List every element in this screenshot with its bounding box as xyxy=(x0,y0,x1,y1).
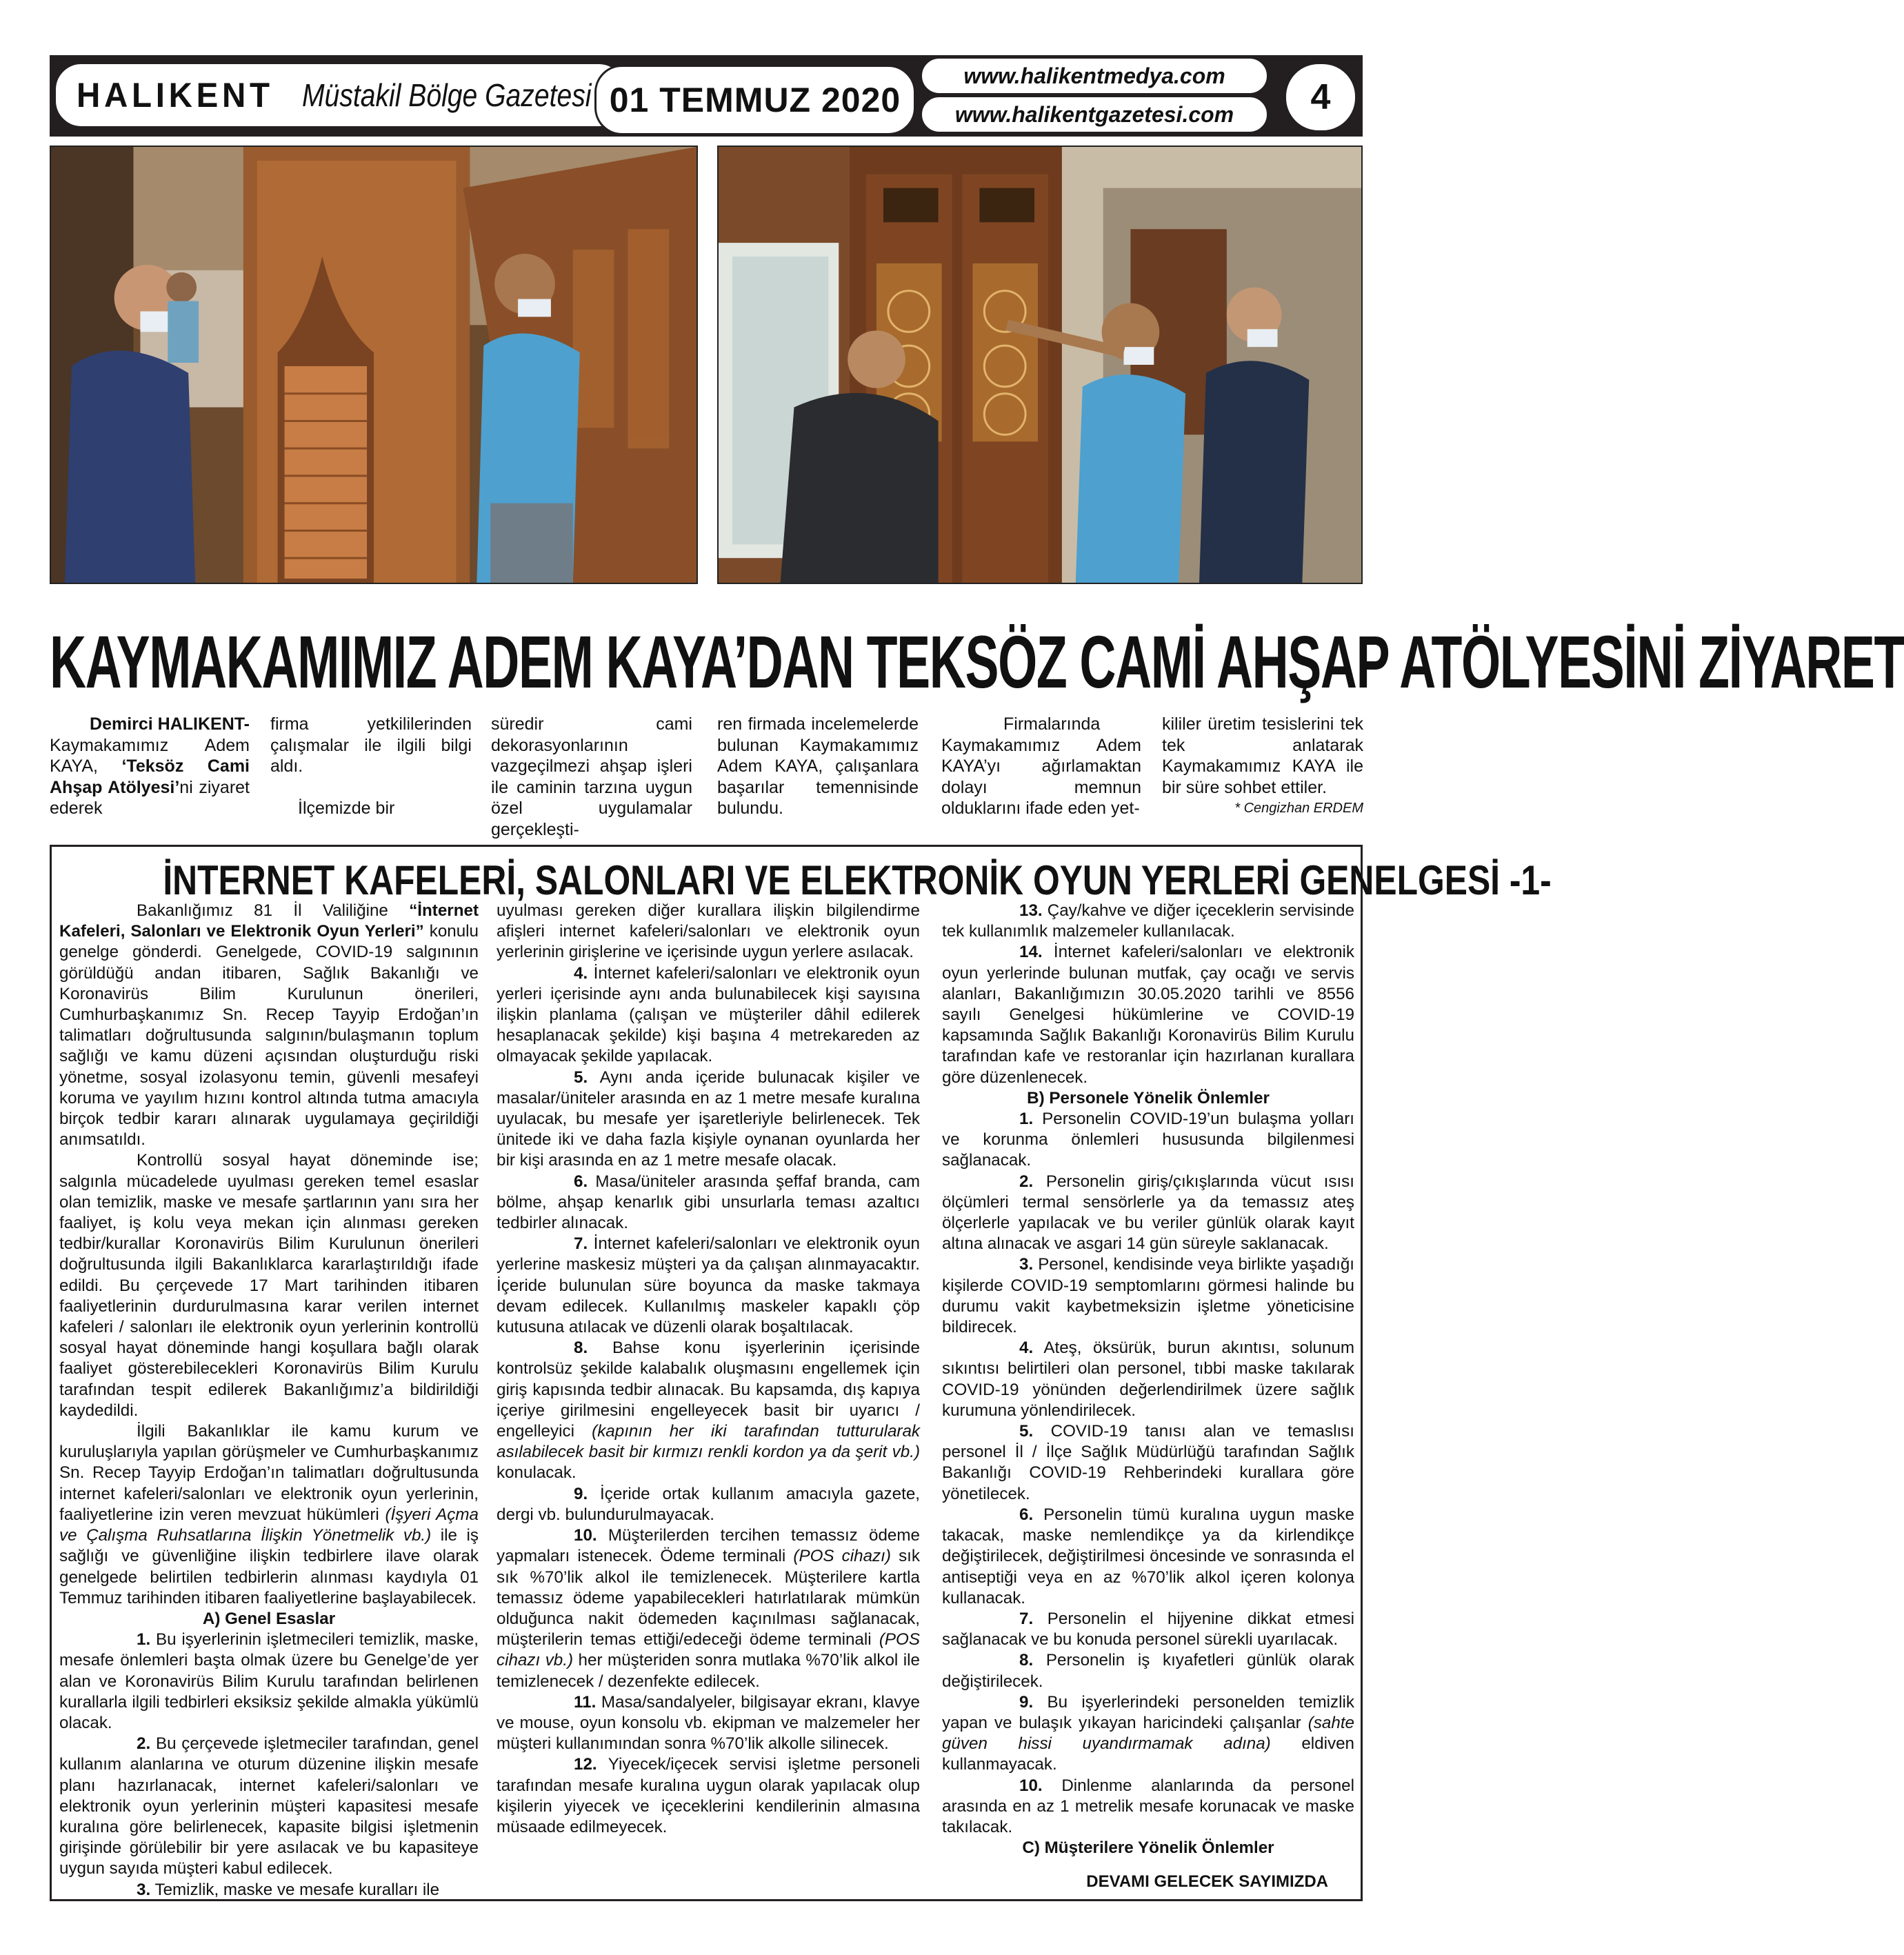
paragraph-n: 13. xyxy=(1019,901,1043,920)
paragraph xyxy=(942,1650,1354,1692)
dateline: Demirci HALIKENT- xyxy=(90,714,250,734)
paragraph-t2: ile iş sağlığı ve güvenliğine ilişkin tedbirlere ilave olarak genelgede belirtilen tedbirlerin alınması kaydıyla 01 Temmuz tarihinden itibaren faaliyetlerine başlayabilecek. xyxy=(59,1526,479,1607)
paragraph-t: İnternet kafeleri/salonları ve elektronik oyun yerleri içerisinde aynı anda bulunabilecek kişi sayısına ilişkin planlama (çalışan ve müşteriler dâhil edilerek hesaplanacak şekilde) kişi başına 4 metrekareden az olmayacak şekilde yapılacak. xyxy=(497,963,920,1066)
paragraph-n: 3. xyxy=(1019,1255,1034,1274)
paragraph xyxy=(497,901,920,963)
article1-col4 xyxy=(717,714,919,819)
paragraph-t: Personelin iş kıyafetleri günlük olarak değiştirilecek. xyxy=(942,1651,1354,1691)
paragraph-n: 2. xyxy=(1019,1172,1034,1191)
col3-text: süredir cami dekorasyonlarının vazgeçilmezi ahşap işleri ile caminin tarzına uygun özel uygulamalar gerçekleşti- xyxy=(491,714,692,839)
paragraph xyxy=(497,1172,920,1234)
paragraph xyxy=(59,1880,479,1901)
circular-col3 xyxy=(942,901,1354,1858)
masthead xyxy=(50,55,1363,137)
paragraph-n: 2. xyxy=(137,1734,151,1754)
photo-minbar-visit xyxy=(50,146,698,584)
paragraph xyxy=(497,1754,920,1838)
paragraph xyxy=(942,1172,1354,1255)
paragraph-n: 4. xyxy=(1019,1339,1034,1358)
paragraph-n: 6. xyxy=(574,1172,588,1191)
paragraph xyxy=(497,1484,920,1525)
paragraph-t: Ateş, öksürük, burun akıntısı, solunum sıkıntısı belirtileri olan personel, tıbbi maske takılarak COVID-19 yönünden değerlendirilmek üzere sağlık kurumuna yönlendirilecek. xyxy=(942,1339,1354,1420)
paragraph-i: (POS cihazı) xyxy=(793,1547,891,1566)
paragraph-t2: konulacak. xyxy=(497,1463,577,1483)
paragraph-i: (kapının her iki tarafından tutturularak asılabilecek basit bir kırmızı renkli kordon ya da şerit vb.) xyxy=(497,1422,921,1462)
paragraph xyxy=(497,1067,920,1172)
paragraph-n: 10. xyxy=(574,1526,597,1545)
paragraph-i: (İşyeri Açma ve Çalışma Ruhsatlarına İlişkin Yönetmelik vb.) xyxy=(59,1505,479,1545)
headline xyxy=(50,620,1904,703)
paragraph-n: 7. xyxy=(1019,1609,1034,1628)
paragraph xyxy=(497,1234,920,1338)
col5-text: Firmalarında Kaymakamımız Adem KAYA’yı ağırlamaktan dolayı memnun olduklarını ifade eden yet- xyxy=(941,714,1141,818)
paragraph-n: 5. xyxy=(1019,1422,1034,1441)
paragraph-t: Personel, kendisinde veya birlikte yaşadığı kişilerde COVID-19 semptomlarını görmesi halinde bu durumu vakit kaybetmeksizin işletme yöneticisine bildirecek. xyxy=(942,1255,1354,1337)
circular-col1 xyxy=(59,901,479,1901)
paragraph-t: Bu işyerlerinin işletmecileri temizlik, maske, mesafe önlemleri başta olmak üzere bu Genelge’de yer alan ve Koronavirüs Bilim Kurulu tarafından belirlenen kurallarla ilgili tedbirleri eksiksiz şekilde almakla yükümlü olacak. xyxy=(59,1630,479,1732)
paragraph xyxy=(497,1338,920,1483)
website-link-1[interactable]: www.halikentmedya.com xyxy=(920,57,1269,95)
circular-title: İNTERNET KAFELERİ, SALONLARI VE ELEKTRONİK OYUN YERLERİ GENELGESİ -1- xyxy=(163,857,1552,903)
paragraph-t: Personelin el hijyenine dikkat etmesi sağlanacak ve bu konuda personel sürekli uyarılacak. xyxy=(942,1609,1354,1650)
paragraph-n: 3. xyxy=(137,1880,151,1899)
paragraph-n: 7. xyxy=(574,1234,588,1254)
circular-col2 xyxy=(497,901,920,1838)
section-heading: C) Müşterilere Yönelik Önlemler xyxy=(1022,1838,1274,1858)
paragraph xyxy=(942,942,1354,1087)
paragraph-t: Bu işyerlerindeki personelden temizlik yapan ve bulaşık yıkayan haricindeki çalışanlar xyxy=(942,1692,1354,1732)
paragraph-i2: (POS cihazı vb.) xyxy=(497,1630,920,1670)
article1-col1-text xyxy=(50,735,250,819)
col2-text: firma yetkililerinden çalışmalar ile ilgili bilgi aldı. xyxy=(270,714,472,776)
paragraph xyxy=(942,1109,1354,1172)
paragraph-t: Yiyecek/içecek servisi işletme personeli tarafından mesafe kuralına uygun olarak yapılacak olup kişilerin yiyecek ve içeceklerini kendilerinin almasına müsaade edilmeyecek. xyxy=(497,1755,920,1836)
paragraph xyxy=(59,1734,479,1879)
photo-door-inspection xyxy=(717,146,1363,584)
paragraph xyxy=(942,1692,1354,1776)
paragraph-t2: eldiven kullanmayacak. xyxy=(942,1734,1354,1774)
paragraph-n: 9. xyxy=(1019,1692,1034,1712)
brand-name: HALIKENT xyxy=(77,76,274,114)
paragraph xyxy=(942,1421,1354,1505)
section-heading: A) Genel Esaslar xyxy=(202,1609,336,1628)
headline-text: KAYMAKAMIMIZ ADEM KAYA’DAN TEKSÖZ CAMİ AHŞAP ATÖLYESİNİ ZİYARET xyxy=(50,620,1904,703)
paragraph xyxy=(942,1338,1354,1421)
paragraph-t: Aynı anda içeride bulunacak kişiler ve masalar/üniteler arasında en az 1 metre mesafe kuralına uyulacak, bu mesafe yer işaretleriyle belirlenecek. Tek ünitede iki ve daha fazla kişiyle oynanan oyunlarda her bir kişi arasında en az 1 metre mesafe olacak. xyxy=(497,1067,920,1170)
byline: * Cengizhan ERDEM xyxy=(1234,801,1363,816)
paragraph-t: İnternet kafeleri/salonları ve elektronik oyun yerlerine maskesiz müşteri ya da çalışan alınmayacaktır. İçeride bulunulan süre boyunca da maske takmaya devam edilecek. Kullanılmış maskeler kapaklı çöp kutusuna atılacak ve düzenli olarak boşaltılacak. xyxy=(497,1234,920,1337)
issue-date: 01 TEMMUZ 2020 xyxy=(594,65,916,135)
website-link-2[interactable]: www.halikentgazetesi.com xyxy=(920,95,1269,134)
col6-text: kililer üretim tesislerini tek tek anlatarak Kaymakamımız KAYA ile bir süre sohbet ettiler. xyxy=(1162,714,1363,797)
paragraph-t: İlgili Bakanlıklar ile kamu kurum ve kuruluşlarıyla yapılan görüşmeler ve Cumhurbaşkanımız Sn. Recep Tayyip Erdoğan’ın talimatları doğrultusunda internet kafeleri/salonları ve elektronik oyun yerlerinin, faaliyetlerine izin veren mevzuat hükümleri xyxy=(59,1422,479,1524)
paragraph-t: İnternet kafeleri/salonları ve elektronik oyun yerlerinde bulunan mutfak, çay ocağı ve servis alanları, Bakanlığımızın 30.05.2020 tarihli ve 8556 sayılı Genelgesi hükümlerine ve COVID-19 kapsamında Sağlık Bakanlığı Koronavirüs Bilim Kurulu tarafından kafe ve restoranlar için hazırlanan kurallara göre düzenlenecek. xyxy=(942,943,1354,1087)
paragraph xyxy=(59,1150,479,1421)
paragraph xyxy=(942,1254,1354,1338)
paragraph-n: 5. xyxy=(574,1067,588,1087)
paragraph-t: Masa/sandalyeler, bilgisayar ekranı, klavye ve mouse, oyun konsolu vb. ekipman ve malzemeler her müşteri kullanımından sonra %70’lik alkolle silinecek. xyxy=(497,1692,920,1754)
paragraph-t: Çay/kahve ve diğer içeceklerin servisinde tek kullanımlık malzemeler kullanılacak. xyxy=(942,901,1354,941)
page-number: 4 xyxy=(1284,62,1357,132)
paragraph xyxy=(942,1609,1354,1650)
paragraph-t: Bu çerçevede işletmeciler tarafından, genel kullanım alanlarına ve oturum düzenine ilişkin mesafe planı hazırlanacak, internet kafeleri/salonları ve elektronik oyun yerlerinin müşteri kapasitesi mesafe kuralına göre belirlenecek, kapasite bilgisi işletmenin girişinde görülebilir bir yere asılacak ve bu kapasiteye uygun sayıda müşteri kabul edilecek. xyxy=(59,1734,479,1878)
paragraph-t: Dinlenme alanlarında da personel arasında en az 1 metrelik mesafe korunacak ve maske takılacak. xyxy=(942,1776,1354,1836)
col2b-text: İlçemizde bir xyxy=(298,798,395,818)
paragraph-n: 4. xyxy=(574,963,588,983)
paragraph xyxy=(59,1421,479,1609)
paragraph-n: 1. xyxy=(1019,1110,1034,1129)
paragraph-t2: sık sık %70’lik alkol ile temizlenecek. Müşterilere kartla temassız ödeme yapabilecekleri hatırlatılarak mümkün olduğunca nakit ödemeden kaçınılması sağlanacak, müşterilerin temas ettiği/edeceği ödeme terminali xyxy=(497,1547,920,1650)
paragraph-n: 12. xyxy=(574,1755,597,1774)
paragraph-n: 1. xyxy=(137,1630,151,1650)
col4-text: ren firmada incelemelerde bulunan Kaymakamımız Adem KAYA, çalışanlara başarılar temennisinde bulundu. xyxy=(717,714,919,818)
paragraph xyxy=(497,963,920,1067)
paragraph-t: Temizlik, maske ve mesafe kuralları ile xyxy=(150,1880,440,1899)
masthead-brand xyxy=(54,62,626,128)
paragraph xyxy=(497,1692,920,1755)
paragraph-i: (sahte güven hissi uyandırmamak adına) xyxy=(942,1713,1354,1754)
paragraph-t: Personelin COVID-19’un bulaşma yolları ve korunma önlemleri hususunda bilgilenmesi sağlanacak. xyxy=(942,1110,1354,1170)
paragraph xyxy=(942,1505,1354,1609)
article1-col6 xyxy=(1162,714,1363,819)
paragraph-t: Müşterilerden tercihen temassız ödeme yapmaları istenecek. Ödeme terminali xyxy=(497,1526,920,1566)
paragraph-b: “İnternet Kafeleri, Salonları ve Elektronik Oyun Yerleri” xyxy=(59,901,479,941)
paragraph xyxy=(942,1776,1354,1838)
paragraph-t: Bakanlığımız 81 İl Valiliğine xyxy=(137,901,410,920)
article1-col5 xyxy=(941,714,1141,819)
paragraph-t: Kontrollü sosyal hayat döneminde ise; salgınla mücadelede uyulması gereken temel esaslar olan temizlik, maske ve mesafe şartlarının yanı sıra her faaliyet, iş kolu veya mekan için alınması gereken tedbir/kurallar Koronavirüs Bilim Kurulunun önerileri doğrultusunda ilgili Bakanlıklarca kararlaştırıldığı ifade edildi. Bu çerçevede 17 Mart tarihinden itibaren faaliyetlerinin durdurulmasına karar verilen internet kafeleri / salonları ile elektronik oyun yerlerinin kontrollü sosyal hayat döneminde hangi koşullara bağlı olarak faaliyet gösterebilecekleri Koronavirüs Bilim Kurulu tarafından tespit edilerek Bakanlığımız’a bildirildiği kaydedildi. xyxy=(59,1151,479,1420)
paragraph-n: 9. xyxy=(574,1484,588,1503)
paragraph-n: 14. xyxy=(1019,943,1043,962)
paragraph-n: 8. xyxy=(1019,1651,1034,1670)
paragraph-t: COVID-19 tanısı alan ve temaslısı personel İl / İlçe Sağlık Müdürlüğü tarafından Sağlık Bakanlığı COVID-19 Rehberindeki kurallara göre yönetilecek. xyxy=(942,1422,1354,1503)
col1-bold: ‘Teksöz Cami Ahşap Atölyesi’ xyxy=(50,756,250,797)
paragraph-t3: her müşteriden sonra mutlaka %70’lik alkol ile temizlenecek / dezenfekte edilecek. xyxy=(497,1651,920,1691)
brand-tagline: Müstakil Bölge Gazetesi xyxy=(301,77,592,113)
continued-notice: DEVAMI GELECEK SAYIMIZDA xyxy=(1086,1872,1328,1891)
paragraph-t2: konulu genelge gönderdi. Genelgede, COVID-19 salgınının görüldüğü andan itibaren, Sağlık Bakanlığı ve Koronavirüs Bilim Kurulunun önerileri, Cumhurbaşkanımız Sn. Recep Tayyip Erdoğan’ın talimatları doğrultusunda salgının/bulaşmanın toplum sağlığı ve kamu düzeni açısından oluşturduğu riski yönetme, sosyal izolasyonu temin, güvenli mesafeyi koruma ve yayılım hızını kontrol altında tutma amacıyla birçok tedbir kararı alınarak uygulamaya geçirildiği anımsatıldı. xyxy=(59,922,479,1150)
paragraph xyxy=(59,901,479,1150)
paragraph-t: Bahse konu işyerlerinin içerisinde kontrolsüz şekilde kalabalık oluşmasını engellemek için giriş kapısında tedbir alınacak. Bu kapsamda, dış kapıya içeriye girilmesini engelleyecek basit bir uyarıcı / engelleyici xyxy=(497,1339,920,1441)
article1-col1 xyxy=(50,714,250,819)
paragraph-t: Masa/üniteler arasında şeffaf branda, cam bölme, ahşap kenarlık gibi unsurlarla teması azaltıcı tedbirler alınacak. xyxy=(497,1172,920,1233)
article1-col3 xyxy=(491,714,692,840)
paragraph xyxy=(942,901,1354,942)
col1-text: Kaymakamımız Adem KAYA, xyxy=(50,735,250,776)
paragraph-n: 6. xyxy=(1019,1505,1034,1524)
section-heading: B) Personele Yönelik Önlemler xyxy=(1027,1088,1270,1107)
paragraph-n: 8. xyxy=(574,1339,588,1358)
article1-col2 xyxy=(270,714,472,819)
paragraph-t: İçeride ortak kullanım amacıyla gazete, dergi vb. bulundurulmayacak. xyxy=(497,1484,920,1524)
paragraph xyxy=(497,1525,920,1692)
paragraph xyxy=(59,1630,479,1734)
paragraph-t0: uyulması gereken diğer kurallara ilişkin bilgilendirme afişleri internet kafeleri/salonları ve elektronik oyun yerlerinin girişlerine ve içerisinde uygun yerlere asılacak. xyxy=(497,901,920,962)
paragraph-t: Personelin giriş/çıkışlarında vücut ısısı ölçümleri termal sensörlerle ya da temassız ateş ölçerlerle yapılacak ve bu veriler günlük olarak kayıt altına alınacak ve asgari 14 gün süreyle saklanacak. xyxy=(942,1172,1354,1254)
col1-tail: ni ziyaret ederek xyxy=(50,777,250,818)
paragraph-n: 11. xyxy=(574,1692,597,1712)
paragraph-n: 10. xyxy=(1019,1776,1043,1795)
paragraph-t: Personelin tümü kuralına uygun maske takacak, maske nemlendikçe ya da kirlendikçe değiştirilecek, değiştirilmesi öncesinde ve sonrasında el antiseptiği veya en az %70’lik alkol içeren kolonya kullanacak. xyxy=(942,1505,1354,1607)
